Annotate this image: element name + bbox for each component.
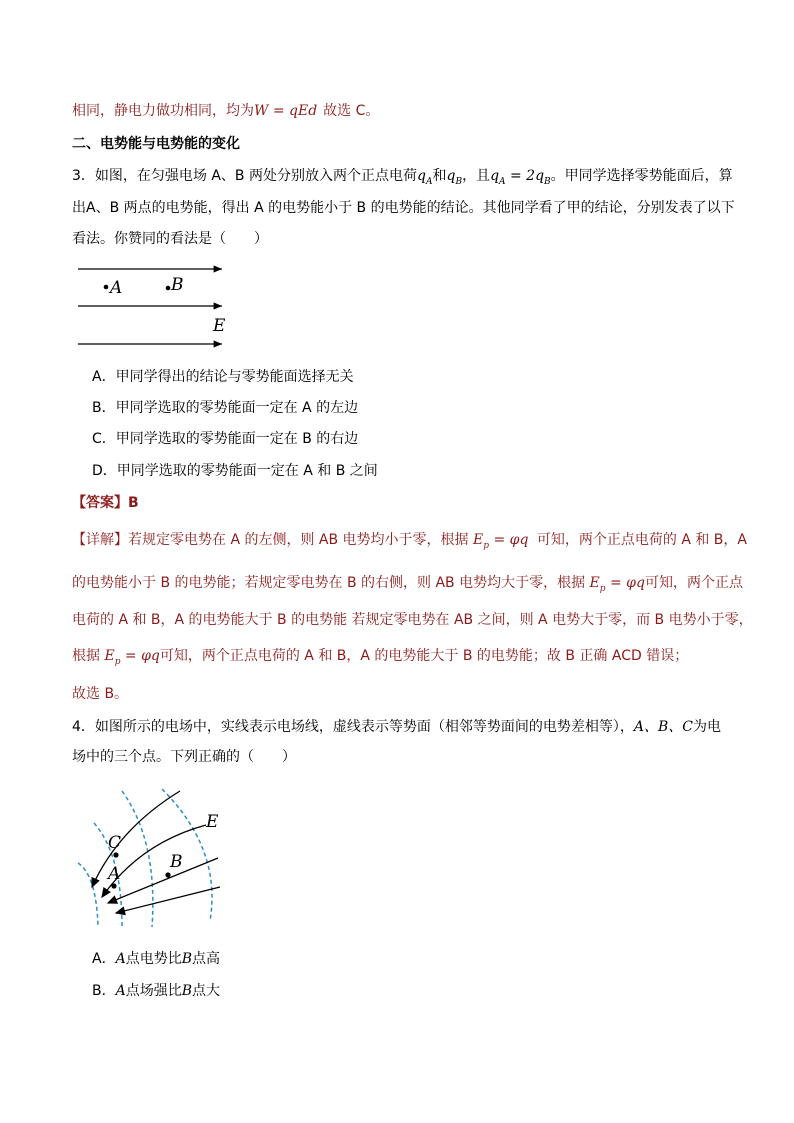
field-e-label: E	[213, 316, 226, 336]
point-c-label: C	[108, 833, 122, 853]
q3-field-figure	[72, 258, 232, 352]
point-a-label: A	[110, 278, 123, 298]
point-b-dot	[165, 872, 170, 877]
q3-option-a[interactable]: A．甲同学得出的结论与零势能面选择无关	[92, 369, 354, 385]
section-heading: 二、电势能与电势能的变化	[72, 136, 240, 152]
field-line-curve-1	[92, 791, 180, 887]
q3-stem-line-3: 看法。你赞同的看法是（ ）	[72, 231, 268, 247]
work-formula: W = qEd	[254, 103, 318, 119]
q3-detail-line-3: 电荷的 A 和 B，A 的电势能大于 B 的电势能 若规定零电势在 AB 之间，则 A 电势大于零，而 B 电势小于零，	[72, 612, 753, 628]
q3-stem-line-2: 出A、B 两点的电势能，得出 A 的电势能小于 B 的电势能的结论。其他同学看了甲的结论，分别发表了以下	[72, 200, 735, 216]
point-a-dot	[111, 883, 116, 888]
point-c-dot	[113, 852, 118, 857]
point-a-dot	[104, 285, 109, 290]
q3-stem-line-1: 3．如图，在匀强电场 A、B 两处分别放入两个正点电荷$q_A$和$q_B$，且$q_A = 2q_B$。甲同学选择零势能面后，算	[72, 168, 733, 187]
q3-option-b[interactable]: B．甲同学选取的零势能面一定在 A 的左边	[92, 400, 359, 416]
q3-detail-line-1: 【详解】若规定零电势在 A 的左侧，则 AB 电势均小于零，根据 $E_p = \varphi q$ 可知，两个正点电荷的 A 和 B，A	[72, 532, 747, 551]
q3-answer: 【答案】B	[72, 495, 139, 511]
point-a-label: A	[108, 864, 121, 884]
field-line-straight-1	[108, 858, 218, 903]
q3-option-c[interactable]: C．甲同学选取的零势能面一定在 B 的右边	[92, 431, 359, 447]
point-b-dot	[166, 286, 171, 291]
q3-option-d[interactable]: D．甲同学选取的零势能面一定在 A 和 B 之间	[92, 463, 378, 479]
q4-option-a[interactable]: A．A点电势比B点高	[92, 951, 220, 967]
q3-detail-line-4: 根据 $E_p = \varphi q$可知，两个正点电荷的 A 和 B，A 的电势能大于 B 的电势能；故 B 正确 ACD 错误；	[72, 648, 689, 667]
point-b-label: B	[171, 275, 184, 295]
q4-field-figure	[70, 785, 240, 935]
field-line-straight-2	[116, 887, 220, 913]
continuation-line: 相同，静电力做功相同，均为W = qEd 故选 C。	[72, 103, 380, 119]
point-b-label: B	[170, 852, 183, 872]
q3-detail-line-2: 的电势能小于 B 的电势能；若规定零电势在 B 的右侧，则 AB 电势均大于零，根据 $E_p = \varphi q$可知，两个正点	[72, 575, 743, 594]
equipotential-1	[78, 863, 98, 925]
q4-option-b[interactable]: B．A点场强比B点大	[92, 983, 221, 999]
q3-detail-line-5: 故选 B。	[72, 686, 129, 702]
q4-stem-line-2: 场中的三个点。下列正确的（ ）	[72, 749, 296, 765]
q4-stem-line-1: 4．如图所示的电场中，实线表示电场线，虚线表示等势面（相邻等势面间的电势差相等），A、B、C为电	[72, 719, 722, 735]
field-e-label: E	[206, 812, 219, 832]
